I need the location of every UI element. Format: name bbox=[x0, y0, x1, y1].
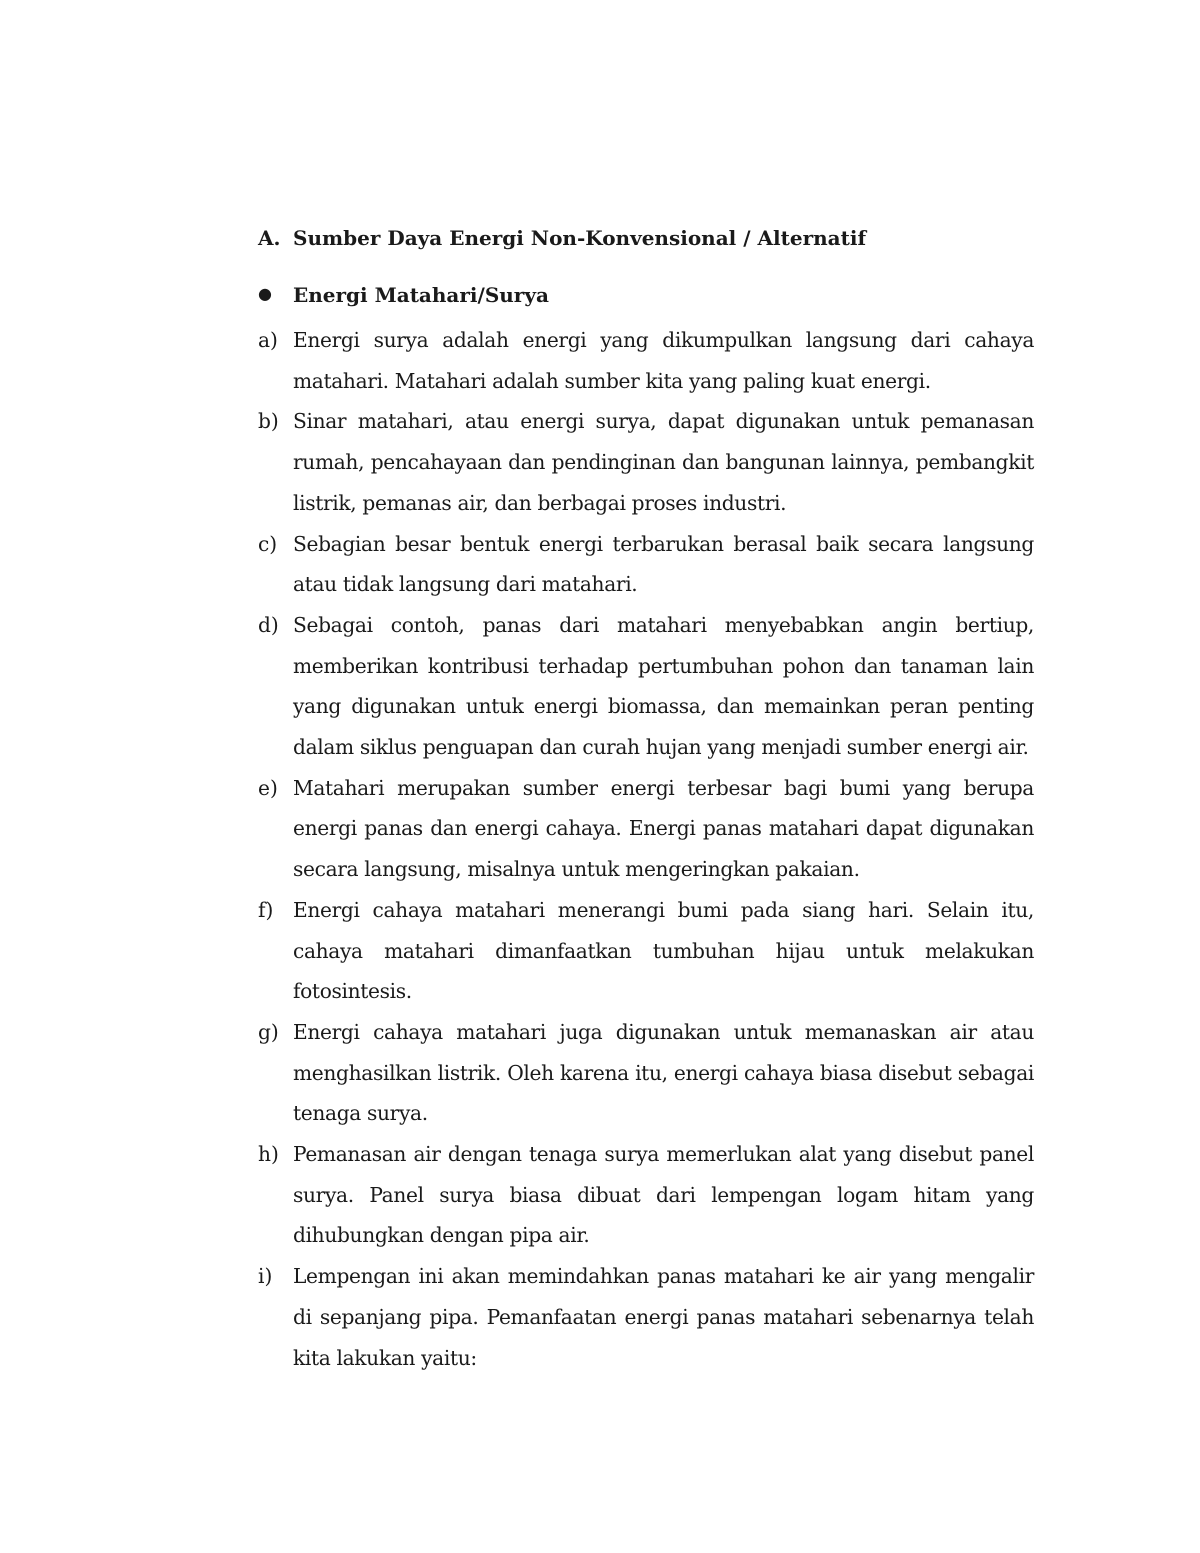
list-item bbox=[258, 401, 1034, 523]
list-item bbox=[258, 1256, 1034, 1378]
subsection-title: Energi Matahari/Surya bbox=[293, 283, 549, 307]
list-item-text: Pemanasan air dengan tenaga surya memerlukan alat yang disebut panel surya. Panel surya biasa dibuat dari lempengan logam hitam yang dihubungkan dengan pipa air. bbox=[293, 1142, 1034, 1248]
list-item-text: Lempengan ini akan memindahkan panas matahari ke air yang mengalir di sepanjang pipa. Pemanfaatan energi panas matahari sebenarnya telah kita lakukan yaitu: bbox=[293, 1264, 1034, 1370]
section-heading bbox=[258, 224, 1038, 252]
list-item-label: g) bbox=[258, 1019, 279, 1044]
list-item-text: Sebagian besar bentuk energi terbarukan berasal baik secara langsung atau tidak langsung dari matahari. bbox=[293, 531, 1034, 597]
list-item-text: Energi surya adalah energi yang dikumpulkan langsung dari cahaya matahari. Matahari adalah sumber kita yang paling kuat energi. bbox=[293, 328, 1034, 393]
list-item bbox=[258, 890, 1034, 1012]
section-title: Sumber Daya Energi Non-Konvensional / Alternatif bbox=[293, 226, 867, 250]
list-item-label: h) bbox=[258, 1142, 279, 1167]
list-item-label: d) bbox=[258, 612, 279, 637]
section-marker: A. bbox=[258, 226, 281, 250]
bullet-icon: ● bbox=[258, 284, 272, 303]
list-item bbox=[258, 768, 1034, 890]
list-item-label: a) bbox=[258, 328, 278, 352]
list-item-label: f) bbox=[258, 897, 274, 922]
list-item-text: Energi cahaya matahari menerangi bumi pada siang hari. Selain itu, cahaya matahari dimanfaatkan tumbuhan hijau untuk melakukan fotosintesis. bbox=[293, 897, 1034, 1004]
energy-list bbox=[258, 320, 1034, 1378]
list-item-label: e) bbox=[258, 775, 278, 800]
list-item-text: Sebagai contoh, panas dari matahari menyebabkan angin bertiup, memberikan kontribusi terhadap pertumbuhan pohon dan tanaman lain yang digunakan untuk energi biomassa, dan memainkan peran penting dalam siklus penguapan dan curah hujan yang menjadi sumber energi air. bbox=[293, 612, 1034, 760]
list-item-text: Matahari merupakan sumber energi terbesar bagi bumi yang berupa energi panas dan energi cahaya. Energi panas matahari dapat digunakan secara langsung, misalnya untuk mengeringkan pakaian. bbox=[293, 775, 1034, 882]
subsection-heading bbox=[258, 281, 1038, 309]
list-item bbox=[258, 1134, 1034, 1256]
list-item-label: b) bbox=[258, 409, 279, 434]
list-item bbox=[258, 605, 1034, 768]
list-item bbox=[258, 320, 1034, 401]
list-item bbox=[258, 1012, 1034, 1134]
list-item-label: i) bbox=[258, 1264, 273, 1289]
list-item-text: Energi cahaya matahari juga digunakan untuk memanaskan air atau menghasilkan listrik. Oleh karena itu, energi cahaya biasa disebut sebagai tenaga surya. bbox=[293, 1019, 1034, 1126]
list-item-text: Sinar matahari, atau energi surya, dapat digunakan untuk pemanasan rumah, pencahayaan dan pendinginan dan bangunan lainnya, pembangkit listrik, pemanas air, dan berbagai proses industri. bbox=[293, 409, 1034, 515]
list-item bbox=[258, 524, 1034, 605]
list-item-label: c) bbox=[258, 531, 278, 556]
